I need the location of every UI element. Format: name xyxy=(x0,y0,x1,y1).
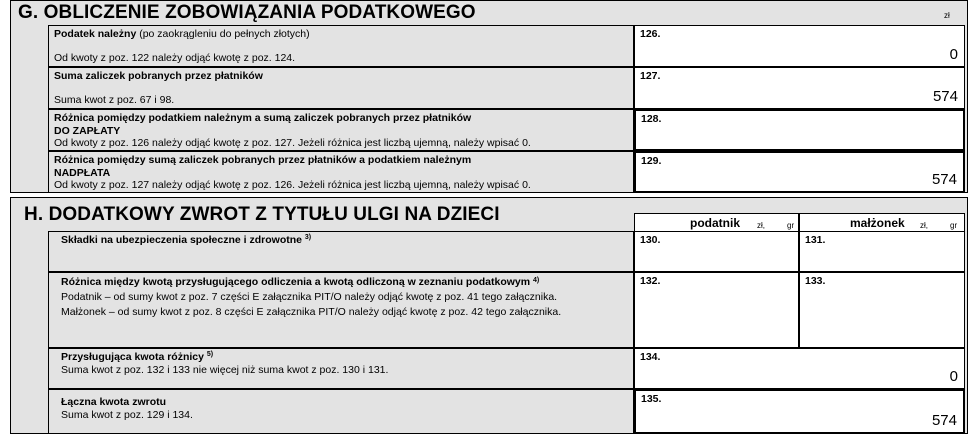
field-128-number: 128. xyxy=(641,113,662,125)
row-127-title: Suma zaliczek pobranych przez płatników xyxy=(54,70,263,82)
row-126-title-note: (po zaokrągleniu do pełnych złotych) xyxy=(136,28,310,40)
row-132-footnote: 4) xyxy=(533,277,540,284)
row-128-title: Różnica pomiędzy podatkiem należnym a sumą zaliczek pobranych przez płatników xyxy=(54,112,472,124)
row-135-description xyxy=(48,389,634,434)
row-134-description xyxy=(48,348,634,389)
row-132-description xyxy=(48,272,634,348)
row-134-title: Przysługująca kwota różnicy xyxy=(61,351,204,363)
field-134-number: 134. xyxy=(640,351,661,363)
row-130-title: Składki na ubezpieczenia społeczne i zdrowotne xyxy=(61,234,302,246)
field-127-value: 574 xyxy=(932,88,958,105)
row-130-footnote: 3) xyxy=(304,234,312,241)
row-134-footnote: 5) xyxy=(206,351,214,358)
row-132-line1: Podatnik – od sumy kwot z poz. 7 części E załącznika PIT/O należy odjąć kwotę z poz. 41 tego załącznika. xyxy=(61,291,558,303)
field-126[interactable] xyxy=(634,25,965,67)
field-126-number: 126. xyxy=(640,28,661,40)
field-126-value: 0 xyxy=(949,46,958,63)
row-134-instruction: Suma kwot z poz. 132 i 133 nie więcej niż suma kwot z poz. 130 i 131. xyxy=(61,363,389,376)
column-malzonek-label: małżonek xyxy=(850,216,905,230)
row-126-description xyxy=(48,25,634,67)
field-129-number: 129. xyxy=(641,155,662,167)
field-130-number: 130. xyxy=(640,234,661,246)
column-header-podatnik xyxy=(634,213,799,233)
row-128-description xyxy=(48,109,634,151)
row-126-title: Podatek należny xyxy=(54,28,137,40)
column-podatnik-unit-zl: zł, xyxy=(757,221,765,230)
field-131[interactable] xyxy=(799,231,965,272)
field-131-number: 131. xyxy=(805,234,826,246)
field-127-number: 127. xyxy=(640,70,661,82)
row-127-description xyxy=(48,67,634,109)
field-128[interactable] xyxy=(634,109,965,151)
row-132-title: Różnica między kwotą przysługującego odliczenia a kwotą odliczoną w zeznaniu podatkowym xyxy=(61,276,531,288)
row-129-instruction: Od kwoty z poz. 127 należy odjąć kwotę z poz. 126. Jeżeli różnica jest liczbą ujemną, należy wpisać 0. xyxy=(54,179,531,191)
row-128-instruction: Od kwoty z poz. 126 należy odjąć kwotę z poz. 127. Jeżeli różnica jest liczbą ujemną, należy wpisać 0. xyxy=(54,137,531,149)
column-podatnik-label: podatnik xyxy=(690,216,740,230)
column-malzonek-unit-gr: gr xyxy=(950,221,958,230)
row-126-instruction: Od kwoty z poz. 122 należy odjąć kwotę z poz. 124. xyxy=(54,51,296,64)
field-127[interactable] xyxy=(634,67,965,109)
field-134[interactable] xyxy=(634,348,965,389)
row-135-instruction: Suma kwot z poz. 129 i 134. xyxy=(61,408,193,421)
field-135[interactable] xyxy=(634,389,965,434)
row-135-title: Łączna kwota zwrotu xyxy=(61,396,167,408)
row-129-subtitle: NADPŁATA xyxy=(54,166,111,179)
row-129-title: Różnica pomiędzy sumą zaliczek pobranych przez płatników a podatkiem należnym xyxy=(54,154,472,166)
field-130[interactable] xyxy=(634,231,799,272)
field-135-number: 135. xyxy=(641,393,662,405)
section-g-title: G. OBLICZENIE ZOBOWIĄZANIA PODATKOWEGO xyxy=(18,2,476,23)
field-132-number: 132. xyxy=(640,275,661,287)
row-129-description xyxy=(48,151,634,193)
column-malzonek-unit-zl: zł, xyxy=(920,221,928,230)
field-129[interactable] xyxy=(634,151,965,193)
column-podatnik-unit-gr: gr xyxy=(787,221,795,230)
row-128-subtitle: DO ZAPŁATY xyxy=(54,124,121,137)
column-header-malzonek xyxy=(799,213,965,233)
row-132-line2: Małżonek – od sumy kwot z poz. 8 części E załącznika PIT/O należy odjąć kwotę z poz. 42 tego załącznika. xyxy=(61,306,562,318)
row-127-instruction: Suma kwot z poz. 67 i 98. xyxy=(54,93,175,106)
field-134-value: 0 xyxy=(949,368,958,385)
field-129-value: 574 xyxy=(931,171,957,188)
section-h-title: H. DODATKOWY ZWROT Z TYTUŁU ULGI NA DZIECI xyxy=(24,204,500,225)
section-g-unit: zł xyxy=(944,11,950,20)
field-133-number: 133. xyxy=(805,275,826,287)
field-135-value: 574 xyxy=(931,412,957,429)
field-133[interactable] xyxy=(799,272,965,348)
field-132[interactable] xyxy=(634,272,799,348)
row-130-description xyxy=(48,231,634,272)
